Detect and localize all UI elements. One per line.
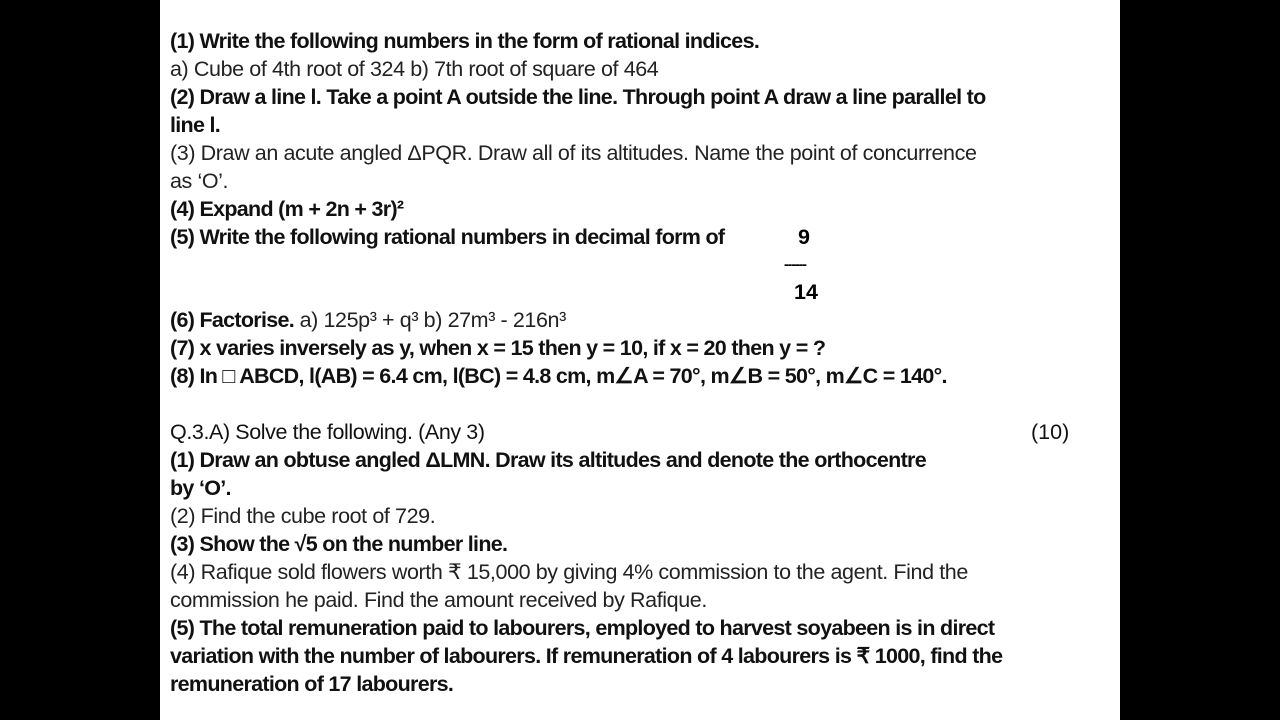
fraction-denominator: 14: [794, 280, 818, 304]
q2-item-1: (1) Write the following numbers in the form of rational indices.: [170, 29, 760, 53]
q2-item-3: (3) Draw an acute angled ΔPQR. Draw all of its altitudes. Name the point of concurrence: [170, 141, 977, 165]
q2-item-2-cont: line l.: [170, 113, 221, 137]
q3-item-2: (2) Find the cube root of 729.: [170, 504, 436, 528]
fraction-numerator: 9: [798, 225, 810, 249]
q2-item-6: [170, 306, 566, 334]
q3-item-1-cont: by ‘O’.: [170, 476, 231, 500]
q2-item-8: (8) In □ ABCD, l(AB) = 6.4 cm, l(BC) = 4.8 cm, m∠A = 70°, m∠B = 50°, m∠C = 140°.: [170, 364, 947, 388]
q3-item-3: (3) Show the √5 on the number line.: [170, 532, 508, 556]
q2-item-5: (5) Write the following rational numbers in decimal form of: [170, 225, 725, 249]
q2-item-2: (2) Draw a line l. Take a point A outside the line. Through point A draw a line parallel to: [170, 85, 986, 109]
document-page: [160, 0, 1120, 720]
q3-item-5: (5) The total remuneration paid to labourers, employed to harvest soyabeen is in direct: [170, 616, 995, 640]
q2-item-7: (7) x varies inversely as y, when x = 15 then y = 10, if x = 20 then y = ?: [170, 336, 826, 360]
q2-item-6-label: (6) Factorise.: [170, 308, 295, 332]
q2-item-1-parts: a) Cube of 4th root of 324 b) 7th root of square of 464: [170, 57, 659, 81]
q2-item-6-parts: a) 125p³ + q³ b) 27m³ - 216n³: [294, 308, 566, 332]
q2-item-3-cont: as ‘O’.: [170, 169, 229, 193]
fraction-bar: ------: [784, 256, 806, 272]
q3-item-4: (4) Rafique sold flowers worth ₹ 15,000 by giving 4% commission to the agent. Find the: [170, 560, 968, 584]
q3-marks: (10): [1031, 420, 1070, 444]
q3-item-5-cont2: remuneration of 17 labourers.: [170, 672, 454, 696]
q3-item-4-cont: commission he paid. Find the amount received by Rafique.: [170, 588, 707, 612]
q3-item-5-cont: variation with the number of labourers. If remuneration of 4 labourers is ₹ 1000, find the: [170, 644, 1003, 668]
q2-item-4: (4) Expand (m + 2n + 3r)²: [170, 197, 404, 221]
q3-item-1: (1) Draw an obtuse angled ΔLMN. Draw its altitudes and denote the orthocentre: [170, 448, 926, 472]
q3-heading: Q.3.A) Solve the following. (Any 3): [170, 420, 485, 444]
